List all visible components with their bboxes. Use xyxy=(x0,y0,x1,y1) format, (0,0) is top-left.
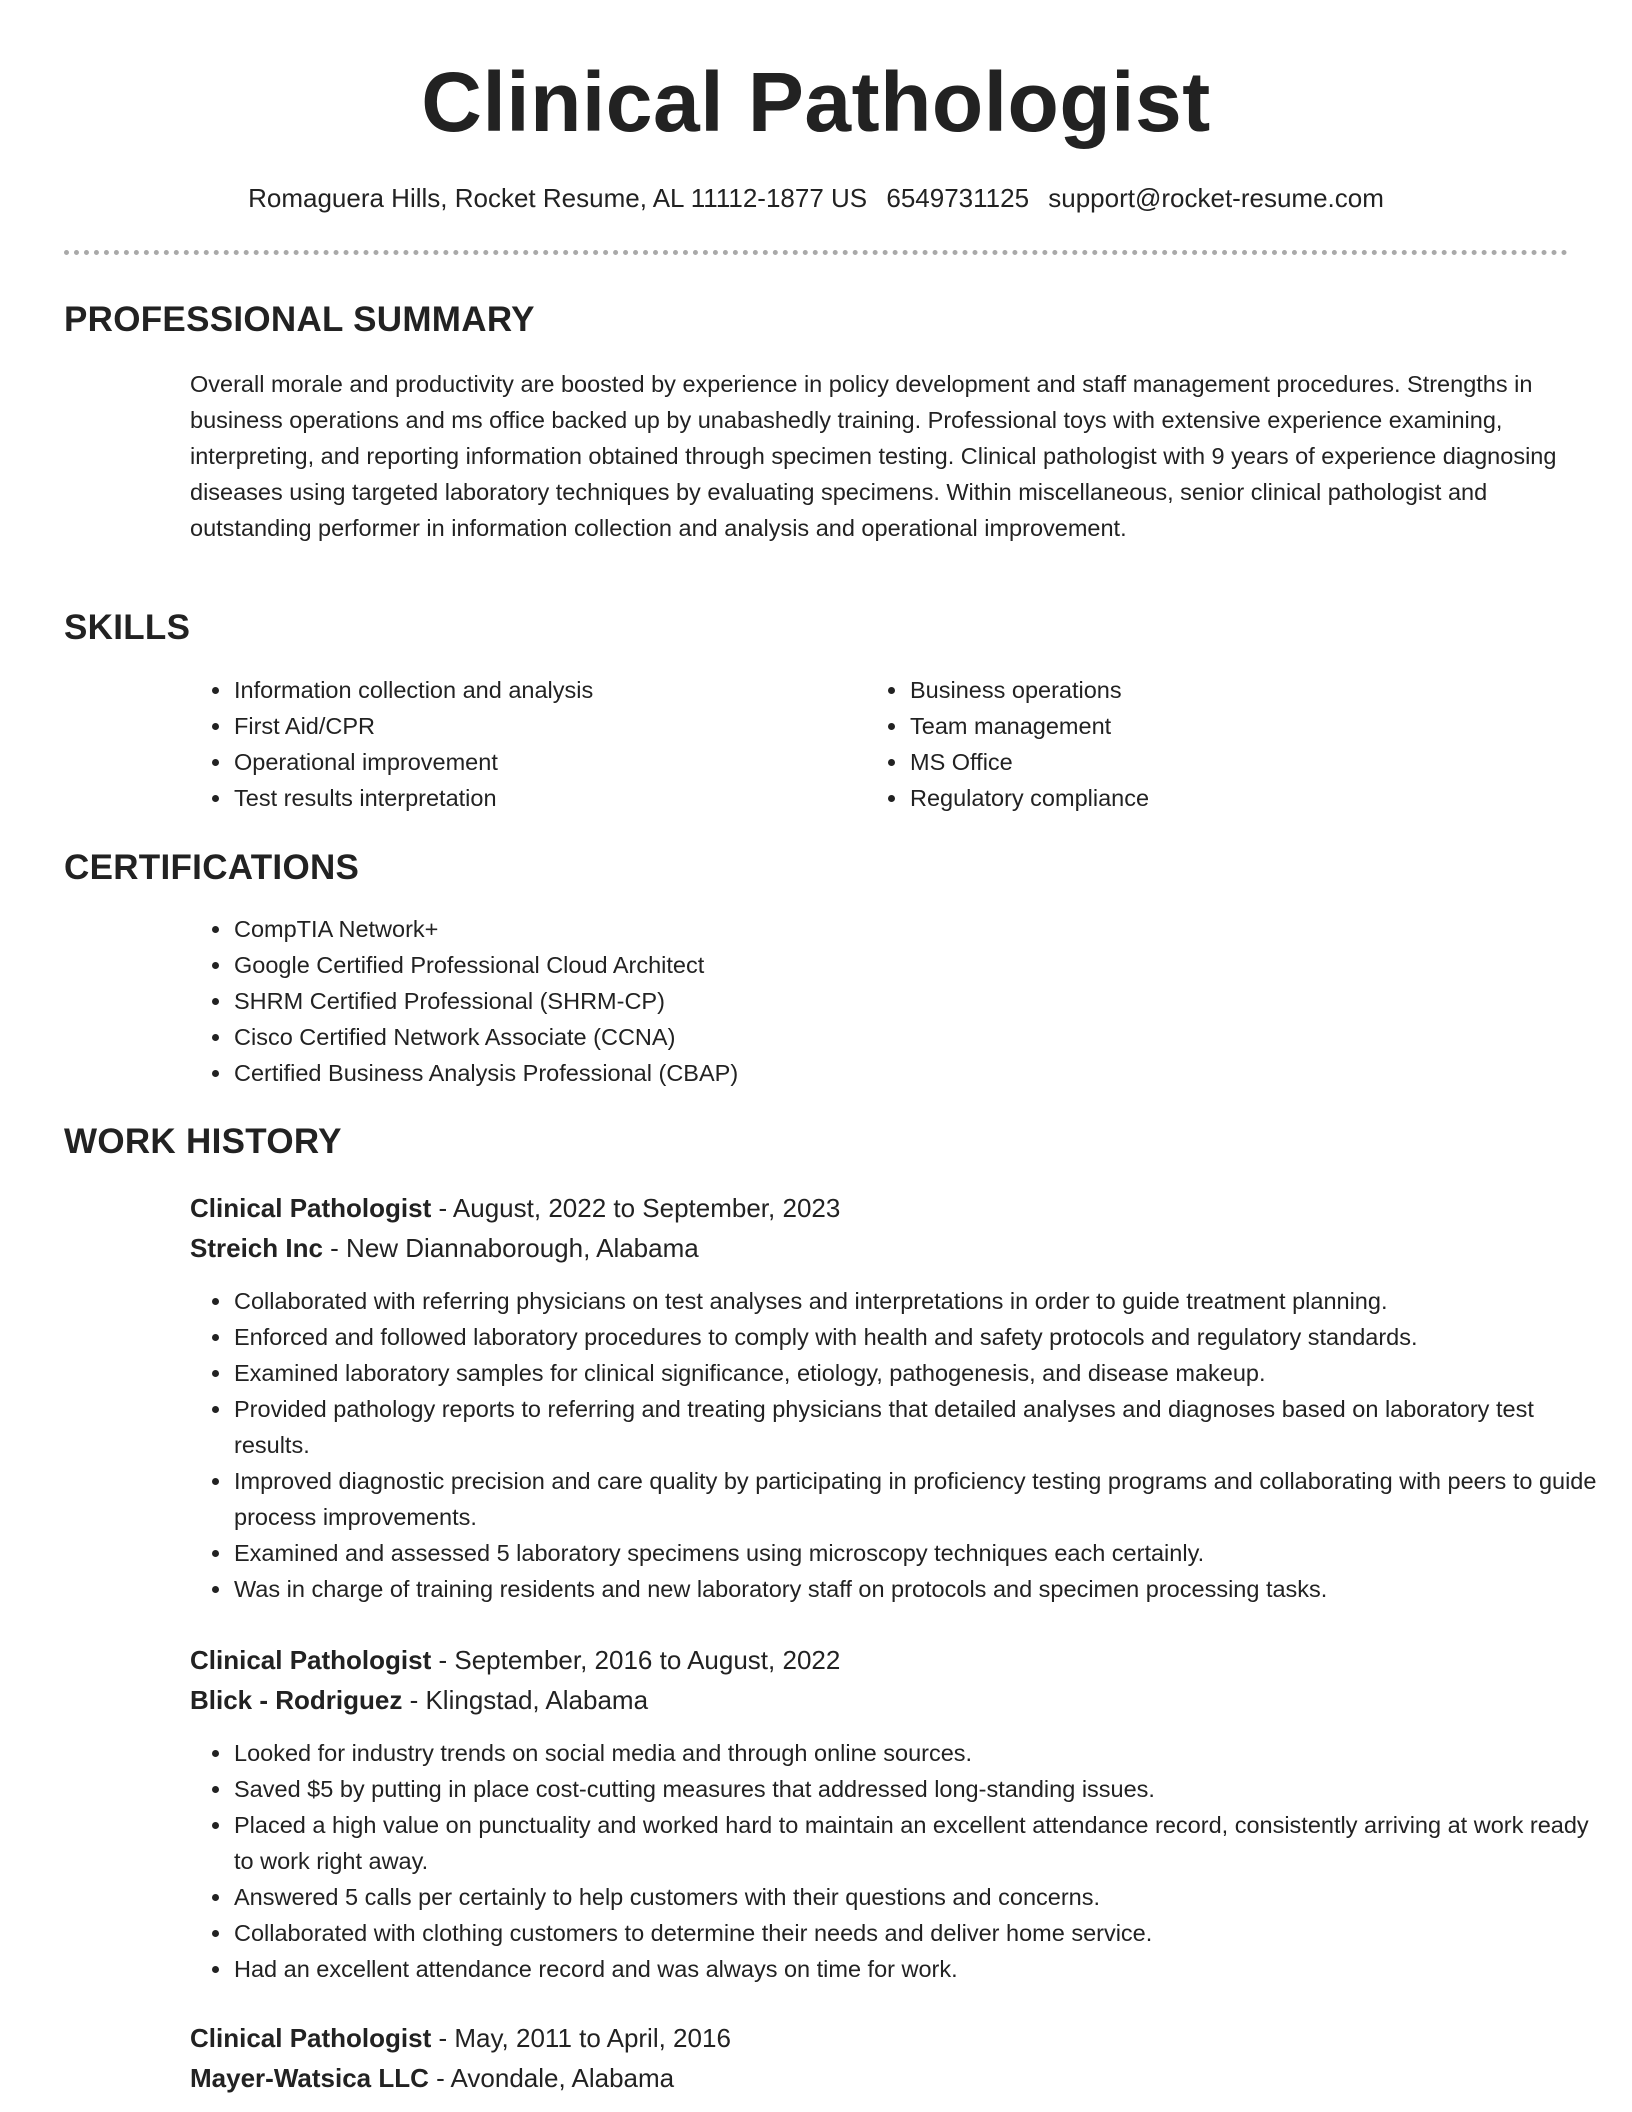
work-history-heading: WORK HISTORY xyxy=(64,1122,342,1161)
job-bullets xyxy=(190,1735,1613,1987)
summary-text: Overall morale and productivity are boosted by experience in policy development and staff management procedures. Strengths in business operations and ms office backed up by unabashedly training. Professional toys with extensive experience examining, interpreting, and reporting information obtained through specimen testing. Clinical pathologist with 9 years of experience diagnosing diseases using targeted laboratory techniques by evaluating specimens. Within miscellaneous, senior clinical pathologist and outstanding performer in information collection and analysis and operational improvement. xyxy=(190,371,1557,541)
job-role: Clinical Pathologist xyxy=(190,1645,432,1675)
certification-item: • SHRM Certified Professional (SHRM-CP) xyxy=(233,983,1533,1019)
job-company: Mayer-Watsica LLC xyxy=(190,2063,429,2093)
skill-item: • MS Office xyxy=(909,744,1559,780)
job-bullet: • Provided pathology reports to referring and treating physicians that detailed analyses and diagnoses based on laboratory test results. xyxy=(233,1391,1613,1463)
summary-heading: PROFESSIONAL SUMMARY xyxy=(64,300,535,339)
job-company: Streich Inc xyxy=(190,1233,323,1263)
certifications-list xyxy=(190,911,1533,1091)
job-location: - Avondale, Alabama xyxy=(428,2063,675,2093)
job-bullet: • Placed a high value on punctuality and worked hard to maintain an excellent attendance record, consistently arriving at work ready to work right away. xyxy=(233,1807,1613,1879)
job-bullet: • Had an excellent attendance record and was always on time for work. xyxy=(233,1951,1613,1987)
contact-line xyxy=(0,180,1632,216)
job-title-line xyxy=(190,1640,1570,1680)
skills-heading: SKILLS xyxy=(64,608,191,647)
job-bullet: • Collaborated with referring physicians on test analyses and interpretations in order to guide treatment planning. xyxy=(233,1283,1613,1319)
job-dates: - September, 2016 to August, 2022 xyxy=(431,1645,841,1675)
job-title-line xyxy=(190,1188,1570,1228)
certification-item: • CompTIA Network+ xyxy=(233,911,1533,947)
job-bullet: • Examined and assessed 5 laboratory specimens using microscopy techniques each certainly. xyxy=(233,1535,1613,1571)
job-company-line xyxy=(190,1228,1570,1268)
job-role: Clinical Pathologist xyxy=(190,2023,432,2053)
job-bullet: • Looked for industry trends on social media and through online sources. xyxy=(233,1735,1613,1771)
skill-item: • Test results interpretation xyxy=(233,780,853,816)
certification-item: • Cisco Certified Network Associate (CCNA) xyxy=(233,1019,1533,1055)
skill-item: • Regulatory compliance xyxy=(909,780,1559,816)
certification-item: • Google Certified Professional Cloud Architect xyxy=(233,947,1533,983)
job-location: - Klingstad, Alabama xyxy=(402,1685,649,1715)
skill-item: • Operational improvement xyxy=(233,744,853,780)
contact-address: Romaguera Hills, Rocket Resume, AL 11112-1877 US xyxy=(248,183,868,213)
job-bullet: • Improved diagnostic precision and care quality by participating in proficiency testing programs and collaborating with peers to guide process improvements. xyxy=(233,1463,1613,1535)
header-divider xyxy=(64,250,1568,255)
skill-item: • First Aid/CPR xyxy=(233,708,853,744)
job-bullet: • Saved $5 by putting in place cost-cutting measures that addressed long-standing issues. xyxy=(233,1771,1613,1807)
job-company-line xyxy=(190,2058,1570,2098)
job-bullets xyxy=(190,1283,1613,1607)
job-bullet: • Examined laboratory samples for clinical significance, etiology, pathogenesis, and disease makeup. xyxy=(233,1355,1613,1391)
job-title-line xyxy=(190,2018,1570,2058)
certifications-heading: CERTIFICATIONS xyxy=(64,848,360,887)
skills-list-right xyxy=(866,672,1559,816)
job-company-line xyxy=(190,1680,1570,1720)
skills-list-left xyxy=(190,672,853,816)
job-bullet: • Enforced and followed laboratory procedures to comply with health and safety protocols and regulatory standards. xyxy=(233,1319,1613,1355)
job-location: - New Diannaborough, Alabama xyxy=(322,1233,699,1263)
job-dates: - May, 2011 to April, 2016 xyxy=(431,2023,731,2053)
job-role: Clinical Pathologist xyxy=(190,1193,432,1223)
job-bullet: • Collaborated with clothing customers to determine their needs and deliver home service. xyxy=(233,1915,1613,1951)
job-bullet: • Was in charge of training residents and new laboratory staff on protocols and specimen processing tasks. xyxy=(233,1571,1613,1607)
contact-phone: 6549731125 xyxy=(886,183,1030,213)
skill-item: • Business operations xyxy=(909,672,1559,708)
skill-item: • Team management xyxy=(909,708,1559,744)
page-title: Clinical Pathologist xyxy=(421,55,1211,149)
job-dates: - August, 2022 to September, 2023 xyxy=(431,1193,841,1223)
certification-item: • Certified Business Analysis Professional (CBAP) xyxy=(233,1055,1533,1091)
contact-email: support@rocket-resume.com xyxy=(1048,183,1384,213)
job-company: Blick - Rodriguez xyxy=(190,1685,403,1715)
skill-item: • Information collection and analysis xyxy=(233,672,853,708)
job-bullet: • Answered 5 calls per certainly to help customers with their questions and concerns. xyxy=(233,1879,1613,1915)
